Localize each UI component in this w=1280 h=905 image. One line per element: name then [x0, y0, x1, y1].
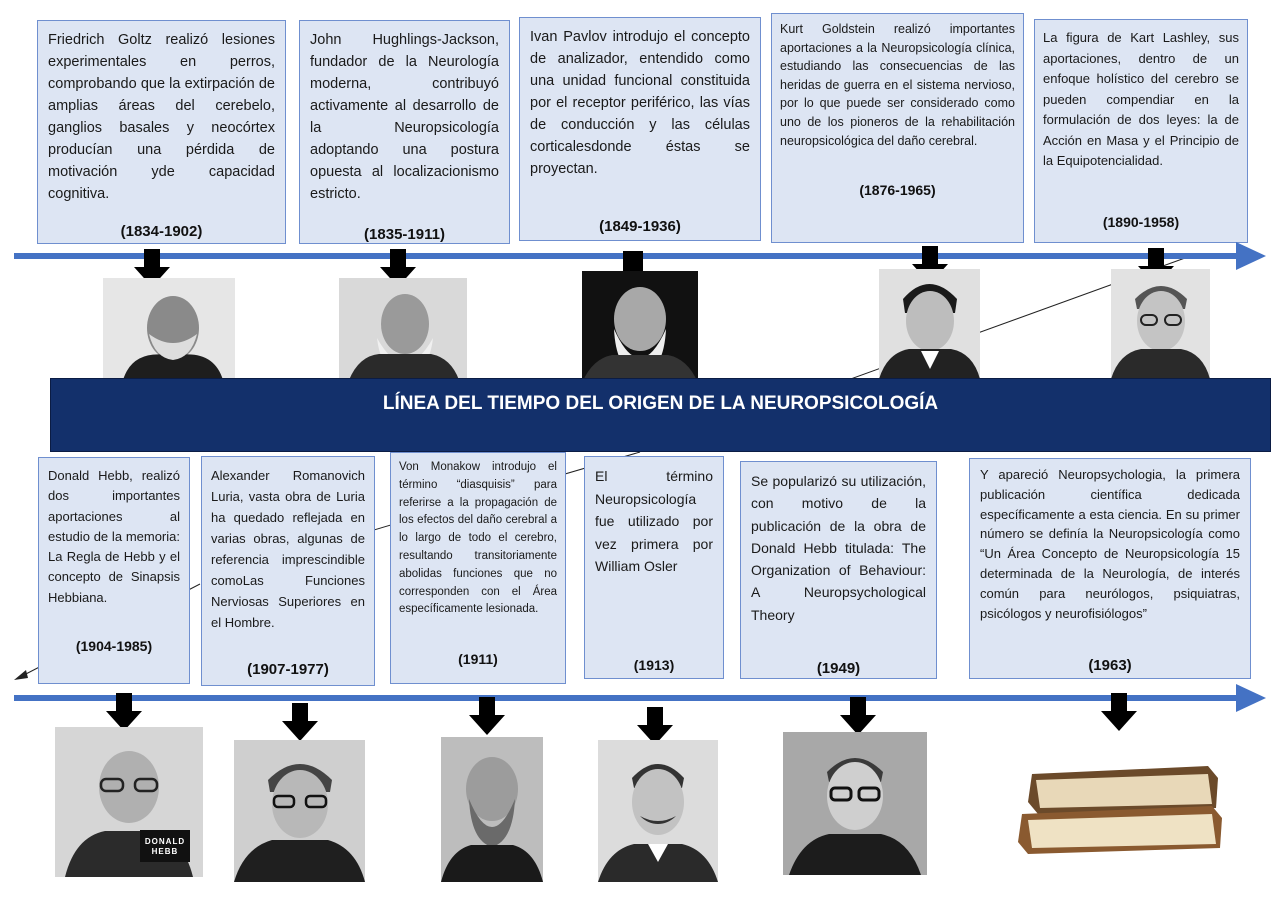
- portrait-goltz: [103, 278, 235, 380]
- event-date: (1876-1965): [859, 182, 936, 198]
- event-text: Se popularizó su utilización, con motivo de la publicación de la obra de Donald Hebb titulada: The Organization of Behaviour: A Neuropsychological Theory: [751, 473, 926, 623]
- event-text: El término Neuropsicología fue utilizado por vez primera por William Osler: [595, 468, 713, 574]
- event-box-goltz: [37, 20, 286, 244]
- event-date: (1904-1985): [75, 638, 153, 654]
- portrait-osler: [598, 740, 718, 882]
- event-box-hebb: [38, 457, 190, 684]
- event-box-luria: [201, 456, 375, 686]
- event-text: Friedrich Goltz realizó lesiones experimentales en perros, comprobando que la extirpación de amplias áreas del cerebelo, ganglios basales y neocórtex producían una pérdida de motivación yde capacidad cognitiva.: [48, 32, 275, 202]
- event-date: (1913): [633, 657, 675, 673]
- portrait-luria: [234, 740, 365, 882]
- event-text: Donald Hebb, realizó dos importantes aportaciones al estudio de la memoria: La Regla de Hebb y el concepto de Sinapsis Hebbiana.: [48, 468, 180, 605]
- timeline-bottom: [14, 695, 1236, 701]
- event-text: John Hughlings-Jackson, fundador de la Neurología moderna, contribuyó activamente al desarrollo de la Neuropsicología adoptando una postura opuesta al localizacionismo estricto.: [310, 32, 499, 202]
- event-text: Alexander Romanovich Luria, vasta obra de Luria ha quedado reflejada en varias obras, algunas de referencia imprescindible comoLas Funciones Nerviosas Superiores en el Hombre.: [211, 468, 365, 630]
- portrait-hebb-1949: [783, 732, 927, 875]
- event-box-pavlov: [519, 17, 761, 241]
- portrait-jackson: [339, 278, 467, 380]
- down-arrow-icon: [623, 251, 643, 273]
- event-date: (1907-1977): [247, 661, 329, 678]
- event-date: (1890-1958): [1102, 214, 1180, 230]
- portrait-hebb: [55, 727, 203, 877]
- event-box-1949: [740, 461, 937, 679]
- event-date: (1835-1911): [364, 226, 445, 243]
- event-box-1963: [969, 458, 1251, 679]
- event-date: (1963): [1088, 657, 1132, 674]
- portrait-pavlov: [582, 271, 698, 383]
- event-box-osler: [584, 456, 724, 679]
- event-box-goldstein: [771, 13, 1024, 243]
- event-date: (1911): [458, 651, 498, 667]
- event-text: Von Monakow introdujo el término “diasquisis” para referirse a la propagación de los efectos del daño cerebral a lo largo de todo el cerebro, resultando transitoriamente abolidas funciones que no corresponden con el Área específicamente lesionada.: [399, 461, 557, 616]
- timeline-top-arrowhead: [1236, 242, 1266, 270]
- event-date: (1849-1936): [599, 218, 681, 235]
- event-box-jackson: [299, 20, 510, 244]
- event-text: Y apareció Neuropsychologia, la primera publicación científica dedicada específicamente a esta ciencia. En su primer número se definía la Neuropsicología como “Un Área Concepto de Neuropsicología 15 determinada de la Neurología, de interés común para neurólogos, psiquiatras, psicólogos y neurofisiólogos”: [980, 467, 1240, 621]
- event-text: La figura de Kart Lashley, sus aportaciones, dentro de un enfoque holístico del cerebro se pueden compendiar en la formulación de dos leyes: la de Acción en Masa y el Principio de la Equipotencialidad.: [1043, 30, 1239, 168]
- portrait-lashley: [1111, 269, 1210, 379]
- hebb-nameplate: DONALD HEBB: [144, 837, 186, 856]
- down-arrow-icon: [840, 697, 876, 735]
- books-image: [1012, 758, 1224, 856]
- down-arrow-icon: [469, 697, 505, 735]
- down-arrow-icon: [106, 693, 142, 731]
- title-banner: [50, 378, 1271, 452]
- portrait-monakow: [441, 737, 543, 882]
- event-date: (1834-1902): [120, 223, 203, 240]
- down-arrow-icon: [1101, 693, 1137, 731]
- portrait-goldstein: [879, 269, 980, 379]
- event-box-lashley: [1034, 19, 1248, 243]
- event-date: (1949): [816, 660, 861, 677]
- event-text: Kurt Goldstein realizó importantes aportaciones a la Neuropsicología clínica, estudiando las consecuencias de las heridas de guerra en el sistema nervioso, por lo que puede ser considerado como uno de los pioneros de la rehabilitación neuropsicológica del daño cerebral.: [780, 22, 1015, 148]
- page-title: LÍNEA DEL TIEMPO DEL ORIGEN DE LA NEUROPSICOLOGÍA: [382, 393, 939, 414]
- event-box-monakow: [390, 452, 566, 684]
- event-text: Ivan Pavlov introdujo el concepto de analizador, entendido como una unidad funcional constituida por el receptor periférico, las vías de conducción y las células corticalesdonde éstas se proyectan.: [530, 29, 750, 177]
- timeline-bottom-arrowhead: [1236, 684, 1266, 712]
- down-arrow-icon: [282, 703, 318, 741]
